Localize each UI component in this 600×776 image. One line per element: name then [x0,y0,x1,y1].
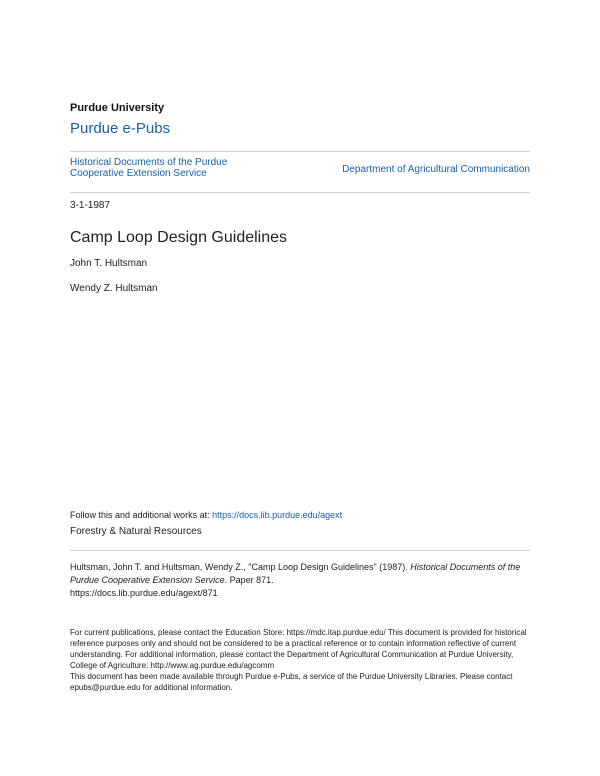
follow-prefix: Follow this and additional works at: [70,510,213,520]
university-name: Purdue University [70,102,165,114]
publication-date: 3-1-1987 [70,200,111,211]
citation-url[interactable]: https://docs.lib.purdue.edu/agext/871 [70,588,218,598]
author-2: Wendy Z. Hultsman [70,283,158,294]
divider [70,550,530,551]
citation-paper: . Paper 871. [224,575,274,585]
divider [70,151,530,152]
collection-link[interactable]: https://docs.lib.purdue.edu/agext [212,510,343,520]
series-link[interactable] [70,157,270,179]
notice-paragraph-2: This document has been made available through Purdue e-Pubs, a service of the Purdue University Libraries. Please contact epubs@purdue.edu for additional information. [70,672,513,692]
citation-text: Hultsman, John T. and Hultsman, Wendy Z., "Camp Loop Design Guidelines" (1987). [70,562,411,572]
notice-paragraph-1: For current publications, please contact the Education Store: https://mdc.itap.purdue.edu/ This document is provided for historical reference purposes only and should not be considered to be a practical reference or to contain information reflective of current understanding. For additional information, please contact the Department of Agricultural Communication at Purdue University, College of Agriculture: http://www.ag.purdue.edu/agcomm [70,628,527,670]
divider [70,192,530,193]
series-line-2: Cooperative Extension Service [70,168,207,179]
citation [70,561,532,600]
follow-line [70,510,342,520]
document-title: Camp Loop Design Guidelines [70,229,288,246]
department-link[interactable]: Department of Agricultural Communication [342,164,530,175]
notice-block [70,627,532,693]
series-line-1: Historical Documents of the Purdue [70,157,228,168]
author-1: John T. Hultsman [70,258,148,269]
repository-link[interactable]: Purdue e-Pubs [70,120,171,137]
citation-series: Historical Documents of the Purdue Cooperative Extension Service [70,562,521,585]
subject-link[interactable]: Forestry & Natural Resources [70,526,202,537]
